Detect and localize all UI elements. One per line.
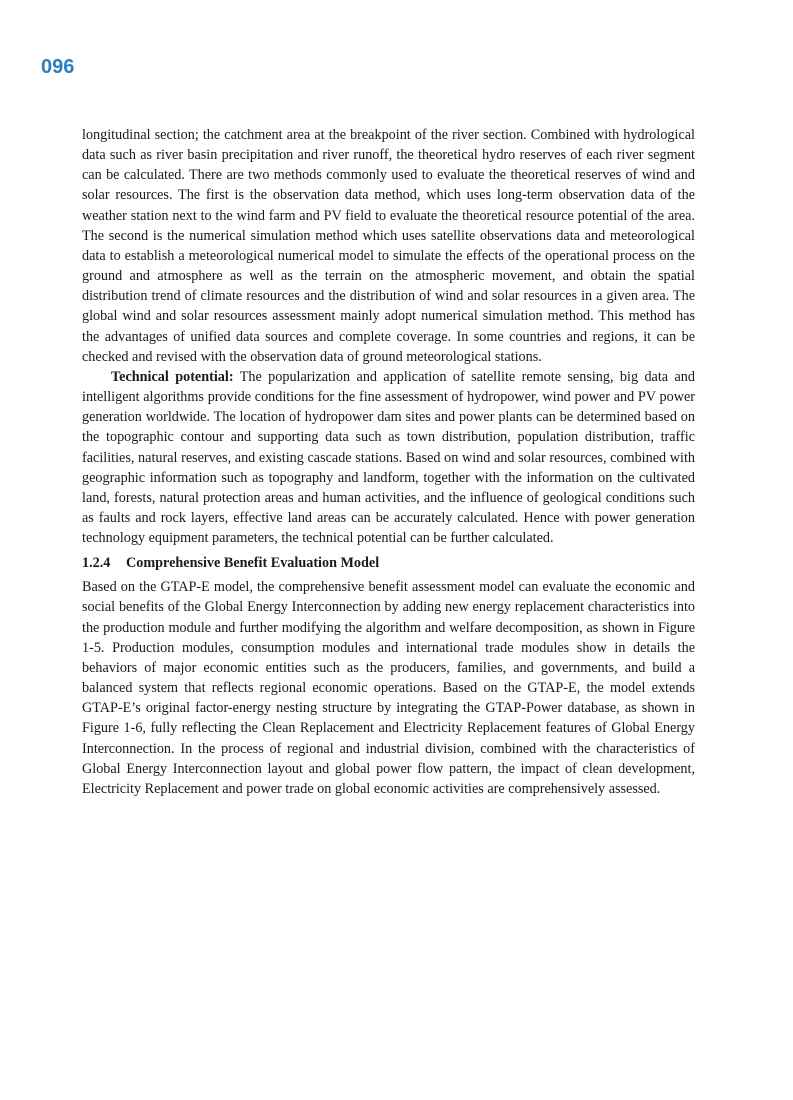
document-body <box>82 125 695 799</box>
run-in-heading-technical-potential: Technical potential: <box>111 368 234 385</box>
page-number: 096 <box>41 56 75 78</box>
paragraph-benefit-model: Based on the GTAP-E model, the comprehensive benefit assessment model can evaluate the economic and social benefits of the Global Energy Interconnection by adding new energy replacement characteristics into the production module and further modifying the algorithm and welfare decomposition, as shown in Figure 1-5. Production modules, consumption modules and international trade modules show in details the behaviors of major economic entities such as the producers, families, and governments, and build a balanced system that reflects regional economic operations. Based on the GTAP-E, the model extends GTAP-E’s original factor-energy nesting structure by integrating the GTAP-Power database, as shown in Figure 1-6, fully reflecting the Clean Replacement and Electricity Replacement features of Global Energy Interconnection. In the process of regional and industrial division, combined with the characteristics of Global Energy Interconnection layout and global power flow pattern, the impact of clean development, Electricity Replacement and power trade on global economic activities are comprehensively assessed. <box>82 579 695 797</box>
paragraph-technical-potential <box>82 367 695 548</box>
paragraph-theoretical-reserves: longitudinal section; the catchment area at the breakpoint of the river section. Combined with hydrological data such as river basin precipitation and river runoff, the theoretical hydro reserves of each river segment can be calculated. There are two methods commonly used to evaluate the theoretical reserves of wind and solar resources. The first is the observation data method, which uses long-term observation data of the weather station next to the wind farm and PV field to evaluate the theoretical resource potential of the area. The second is the numerical simulation method which uses satellite observations data and meteorological data to establish a meteorological numerical model to simulate the effects of the operational process on the ground and atmosphere as well as the terrain on the atmospheric movement, and obtain the spatial distribution trend of climate resources and the distribution of wind and solar resources in a given area. The global wind and solar resources assessment mainly adopt numerical simulation method. This method has the advantages of unified data sources and complete coverage. In some countries and regions, it can be checked and revised with the observation data of ground meteorological stations. <box>82 127 695 365</box>
section-number: 1.2.4 <box>82 555 111 572</box>
paragraph-technical-potential-text: The popularization and application of satellite remote sensing, big data and intelligent algorithms provide conditions for the fine assessment of hydropower, wind power and PV power generation worldwide. The location of hydropower dam sites and power plants can be determined based on the topographic contour and supporting data such as town distribution, population distribution, traffic facilities, natural reserves, and existing cascade stations. Based on wind and solar resources, combined with geographic information such as topography and landform, together with the information on the cultivated land, forests, natural protection areas and human activities, and the influence of geological conditions such as faults and rock layers, effective land areas can be accurately calculated. Hence with power generation technology equipment parameters, the technical potential can be further calculated. <box>82 368 695 547</box>
section-title: Comprehensive Benefit Evaluation Model <box>126 555 380 572</box>
section-heading <box>82 553 695 573</box>
